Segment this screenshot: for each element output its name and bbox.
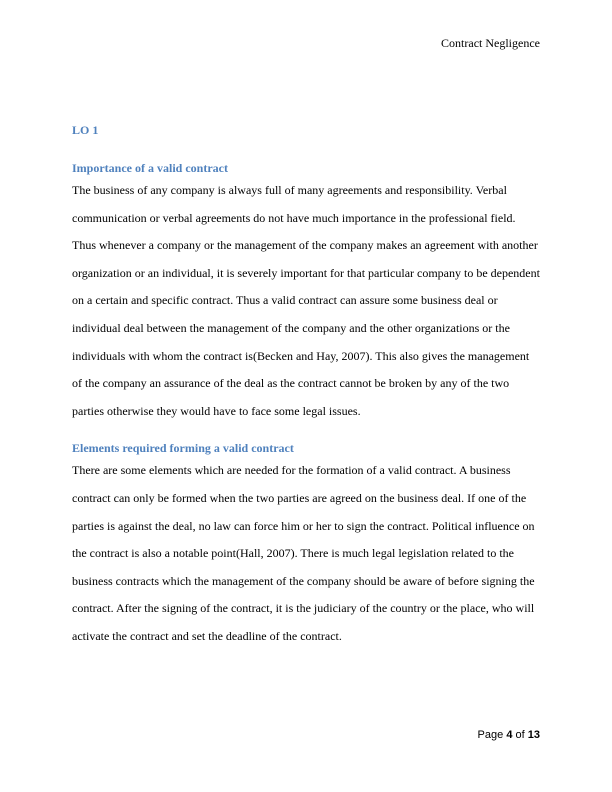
paragraph-importance: The business of any company is always full of many agreements and responsibility. Verbal communication or verbal agreements do not have much importance in the professional field. Thus whenever a company or the management of the company makes an agreement with another organization or an individual, it is severely important for that particular company to be dependent on a certain and specific contract. Thus a valid contract can assure some business deal or individual deal between the management of the company and the other organizations or the individuals with whom the contract is(Becken and Hay, 2007). This also gives the management of the company an assurance of the deal as the contract cannot be broken by any of the two parties otherwise they would have to face some legal issues. — [72, 183, 540, 418]
of-label: of — [515, 729, 525, 741]
running-header: Contract Negligence — [441, 36, 540, 50]
lo-heading: LO 1 — [72, 123, 99, 137]
page-label: Page — [477, 729, 504, 741]
section-heading-elements: Elements required forming a valid contract — [72, 441, 294, 456]
page-footer — [478, 729, 540, 742]
paragraph-elements: There are some elements which are needed for the formation of a valid contract. A business contract can only be formed when the two parties are agreed on the business deal. If one of the parties is against the deal, no law can force him or her to sign the contract. Political influence on the contract is also a notable point(Hall, 2007). There is much legal legislation related to the business contracts which the management of the company should be aware of before signing the contract. After the signing of the contract, it is the judiciary of the country or the place, who will activate the contract and set the deadline of the contract. — [72, 463, 535, 643]
section-heading-importance: Importance of a valid contract — [72, 161, 228, 175]
total-page-count: 13 — [527, 729, 540, 741]
current-page-number: 4 — [506, 729, 513, 741]
page-content — [72, 123, 542, 651]
